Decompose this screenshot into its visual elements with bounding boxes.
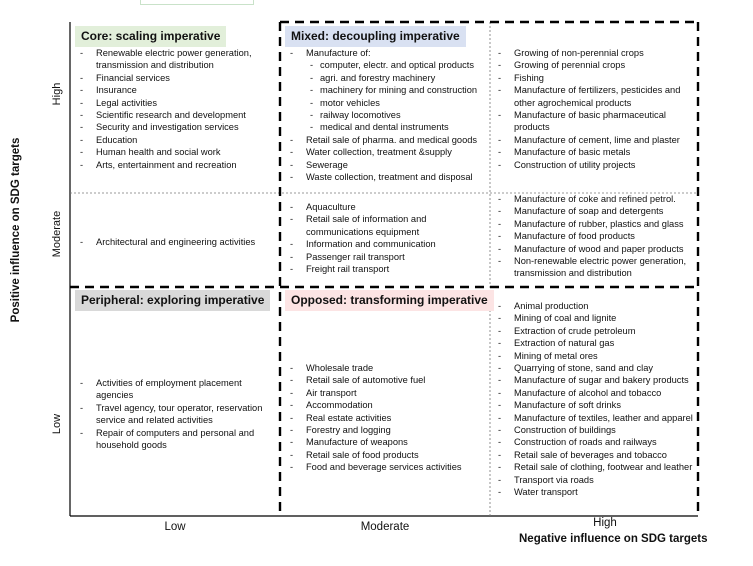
cell-high-high-list [498, 47, 680, 171]
list-item: - Transport via roads [498, 474, 693, 486]
list-item: - Manufacture of cement, lime and plaster [498, 134, 680, 146]
list-item: - Retail sale of pharma. and medical goods [290, 134, 477, 146]
list-item: - Real estate activities [290, 412, 462, 424]
list-item: - Fishing [498, 72, 680, 84]
list-item: - agri. and forestry machinery [290, 72, 477, 84]
list-item: - Retail sale of beverages and tobacco [498, 449, 693, 461]
list-item: - Forestry and logging [290, 424, 462, 436]
list-item: - Insurance [80, 84, 252, 96]
x-axis-title: Negative influence on SDG targets [519, 533, 708, 545]
list-item: - Manufacture of sugar and bakery products [498, 374, 693, 386]
list-item: - Construction of buildings [498, 424, 693, 436]
list-item: - Water collection, treatment &supply [290, 146, 477, 158]
list-item: - Manufacture of food products [498, 230, 686, 242]
list-item: - Information and communication [290, 238, 436, 250]
list-item: - Repair of computers and personal and [80, 427, 262, 439]
list-item: - Activities of employment placement [80, 377, 262, 389]
list-item: - Waste collection, treatment and disposal [290, 171, 477, 183]
list-item: - Sewerage [290, 159, 477, 171]
list-item: - Quarrying of stone, sand and clay [498, 362, 693, 374]
quadrant-mixed-header: Mixed: decoupling imperative [285, 26, 466, 47]
list-item: - Passenger rail transport [290, 251, 436, 263]
list-item: service and related activities [96, 415, 213, 426]
list-item: - Manufacture of fertilizers, pesticides and [498, 84, 680, 96]
list-item: - Water transport [498, 486, 693, 498]
list-item: - motor vehicles [290, 97, 477, 109]
list-item: - Travel agency, tour operator, reservation [80, 402, 262, 414]
list-item: - medical and dental instruments [290, 121, 477, 133]
list-item: products [514, 122, 550, 133]
list-item: - Manufacture of basic metals [498, 146, 680, 158]
cell-high-moderate-list [290, 47, 477, 183]
quadrant-core-header: Core: scaling imperative [75, 26, 226, 47]
list-item: - Retail sale of information and [290, 213, 436, 225]
list-item: - Animal production [498, 300, 693, 312]
list-item: - Air transport [290, 387, 462, 399]
list-item: - computer, electr. and optical products [290, 59, 477, 71]
list-item: - Manufacture of soap and detergents [498, 205, 686, 217]
list-item: - Accommodation [290, 399, 462, 411]
list-item: - Extraction of natural gas [498, 337, 693, 349]
list-item: - Manufacture of rubber, plastics and glass [498, 218, 686, 230]
list-item: - Legal activities [80, 97, 252, 109]
x-level-low: Low [164, 521, 186, 533]
list-item: - Education [80, 134, 252, 146]
list-item: - Manufacture of soft drinks [498, 399, 693, 411]
list-item: - railway locomotives [290, 109, 477, 121]
list-item: - Renewable electric power generation, [80, 47, 252, 59]
list-item: - Architectural and engineering activities [80, 236, 255, 248]
list-item: - Manufacture of coke and refined petrol. [498, 193, 686, 205]
list-item: - Scientific research and development [80, 109, 252, 121]
list-item: - Retail sale of clothing, footwear and leather [498, 461, 693, 473]
list-item: - Mining of coal and lignite [498, 312, 693, 324]
x-level-high: High [593, 517, 617, 529]
list-item: household goods [96, 440, 167, 451]
list-item: transmission and distribution [514, 268, 632, 279]
cell-low-moderate-list [290, 362, 462, 474]
list-item: - Retail sale of food products [290, 449, 462, 461]
list-item: - Manufacture of textiles, leather and apparel [498, 412, 693, 424]
list-item: - Retail sale of automotive fuel [290, 374, 462, 386]
list-item: - Construction of roads and railways [498, 436, 693, 448]
x-level-moderate: Moderate [360, 521, 410, 533]
list-item: - Arts, entertainment and recreation [80, 159, 252, 171]
list-item: - Manufacture of basic pharmaceutical [498, 109, 680, 121]
list-item: transmission and distribution [96, 60, 214, 71]
quadrant-opposed-header: Opposed: transforming imperative [285, 290, 494, 311]
list-item: - Growing of perennial crops [498, 59, 680, 71]
list-item: - Manufacture of weapons [290, 436, 462, 448]
list-item: - Food and beverage services activities [290, 461, 462, 473]
quadrant-peripheral-header: Peripheral: exploring imperative [75, 290, 270, 311]
list-item: - Mining of metal ores [498, 350, 693, 362]
list-item: - Security and investigation services [80, 121, 252, 133]
list-item: - Financial services [80, 72, 252, 84]
list-item: - Growing of non-perennial crops [498, 47, 680, 59]
list-item: - Non-renewable electric power generation, [498, 255, 686, 267]
list-item: - Manufacture of wood and paper products [498, 243, 686, 255]
list-item: agencies [96, 390, 134, 401]
cell-moderate-high-list [498, 193, 686, 280]
list-item: communications equipment [306, 226, 420, 237]
list-item: - Manufacture of: [290, 47, 477, 59]
list-item: - Aquaculture [290, 201, 436, 213]
list-item: - Human health and social work [80, 146, 252, 158]
list-item: - Manufacture of alcohol and tobacco [498, 387, 693, 399]
list-item: - Extraction of crude petroleum [498, 325, 693, 337]
cell-moderate-moderate-list [290, 201, 436, 275]
list-item: - Construction of utility projects [498, 159, 680, 171]
list-item: - Wholesale trade [290, 362, 462, 374]
cell-low-high-list [498, 300, 693, 499]
cell-moderate-low-list [80, 236, 255, 248]
list-item: other agrochemical products [514, 97, 632, 108]
cell-low-low-list [80, 377, 262, 451]
list-item: - machinery for mining and construction [290, 84, 477, 96]
cell-high-low-list [80, 47, 252, 171]
list-item: - Freight rail transport [290, 263, 436, 275]
